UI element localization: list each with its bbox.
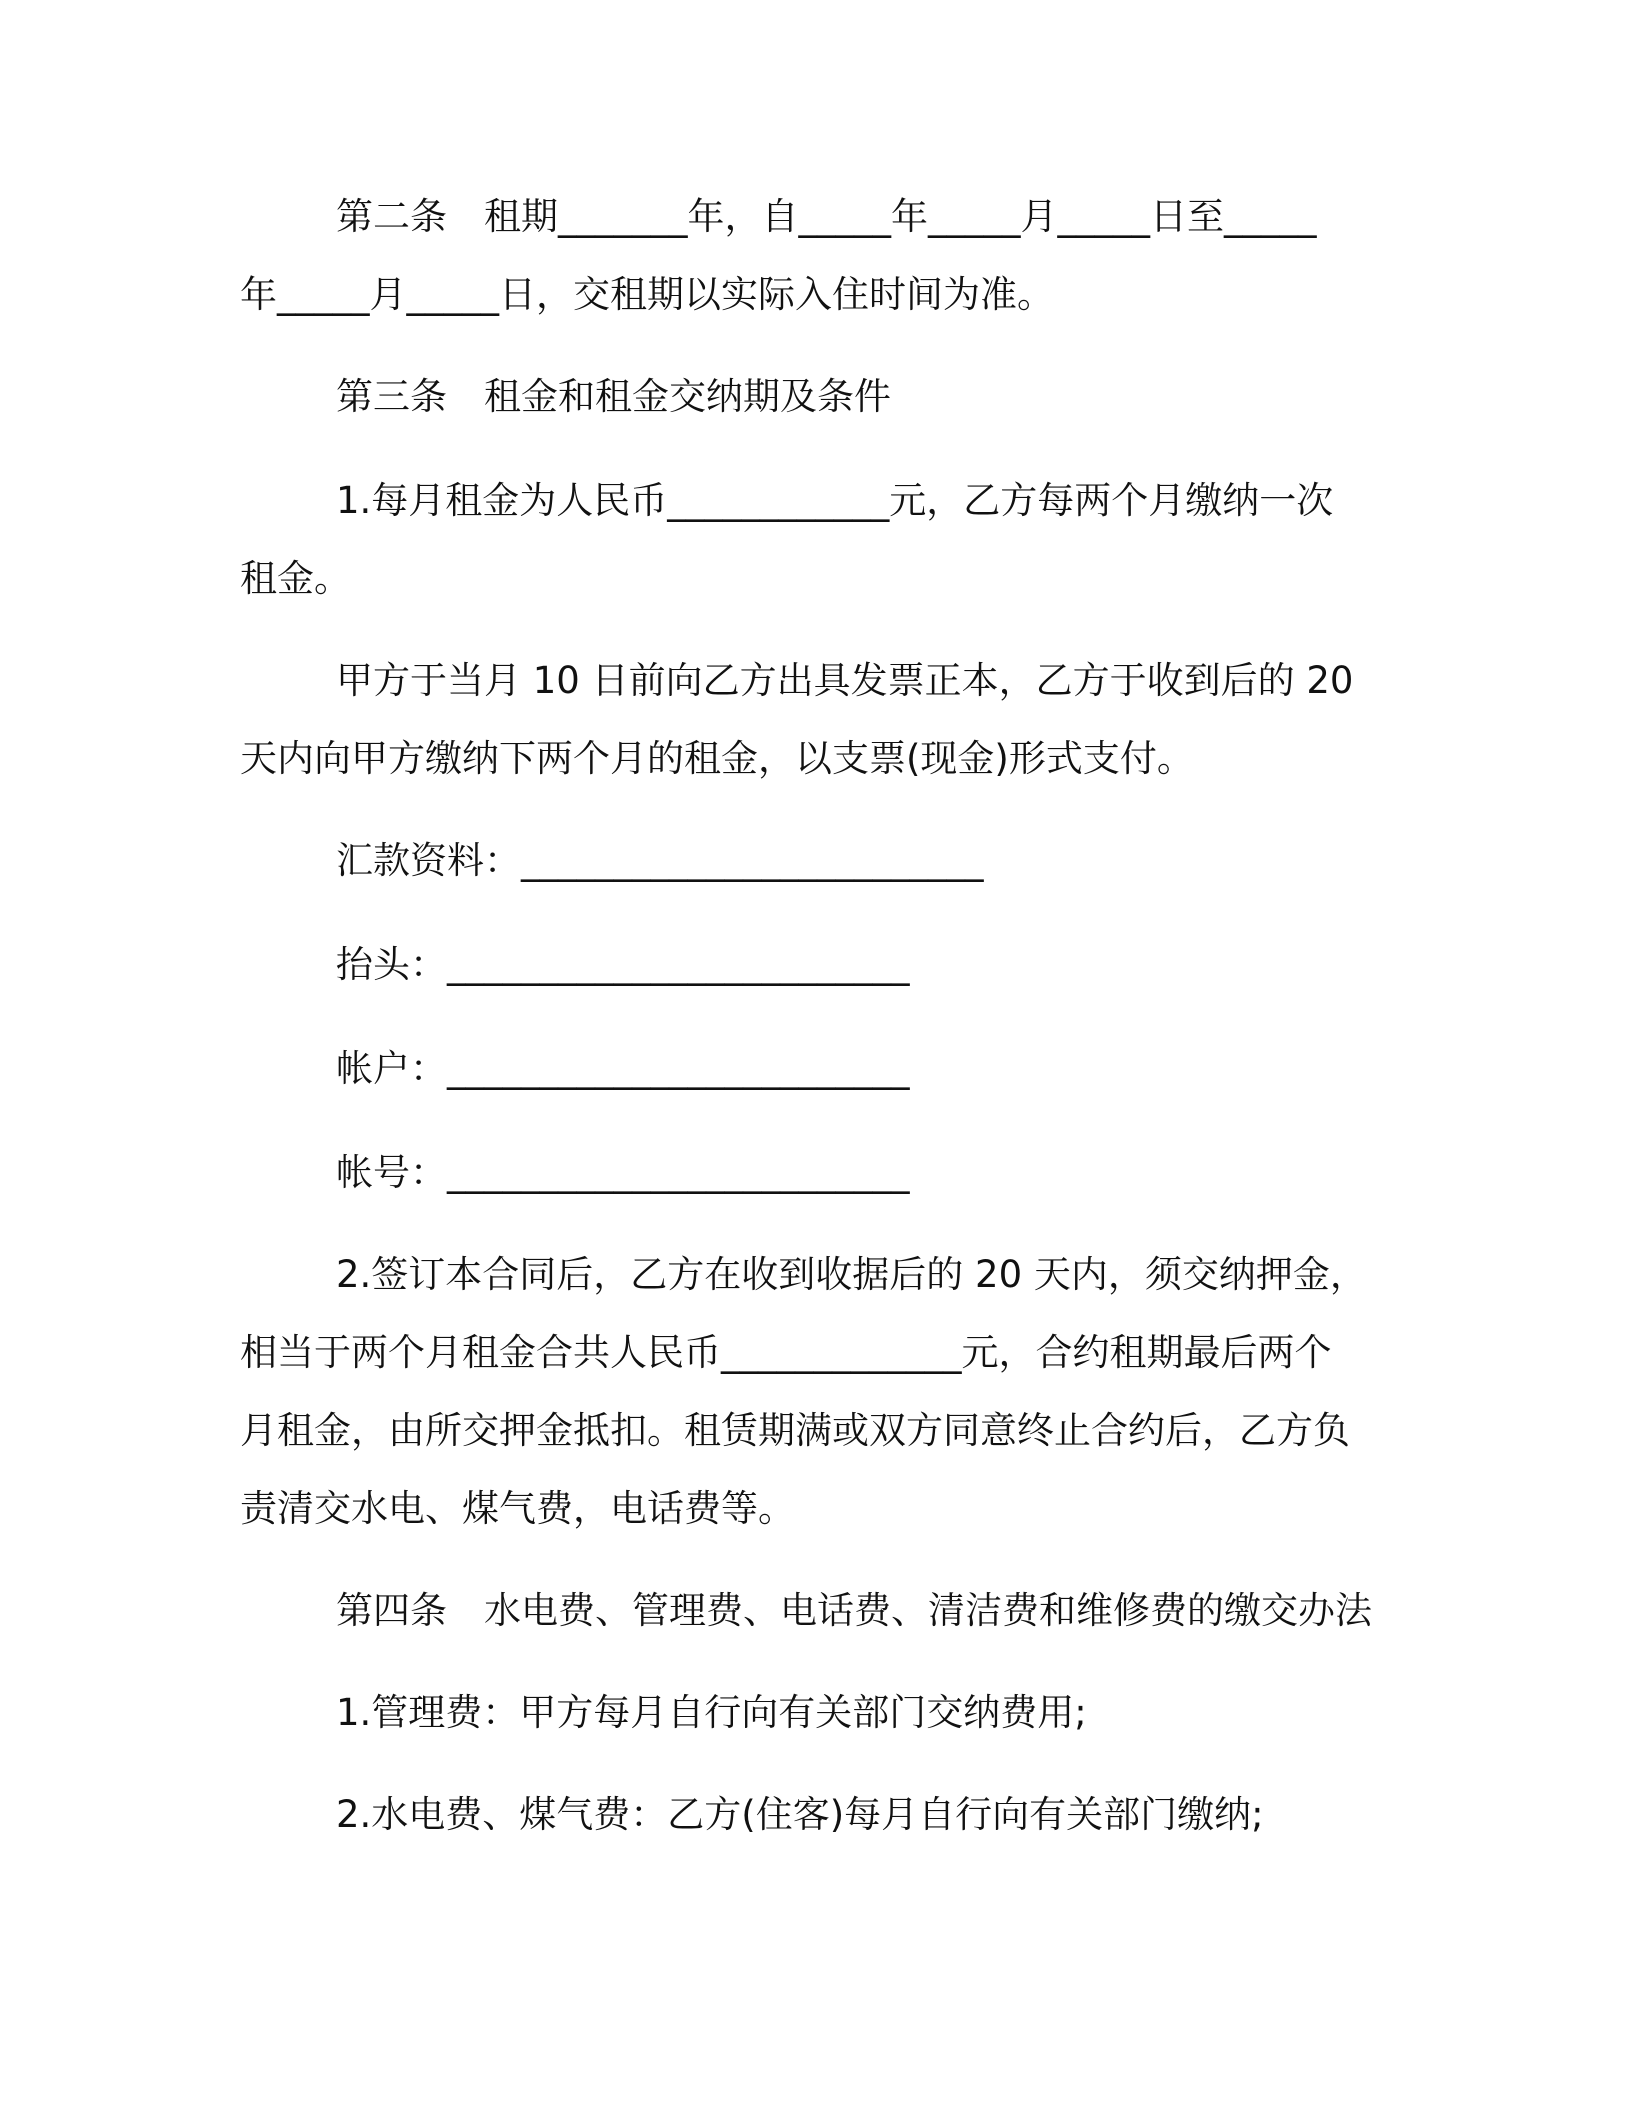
payee-title-field: 抬头：_________________________ [336,943,910,986]
article-2-line-1: 第二条 租期_______年，自_____年_____月_____日至_____ [336,195,1317,238]
deposit-clause-line-4: 责清交水电、煤气费，电话费等。 [240,1487,795,1530]
invoice-paragraph-line-2: 天内向甲方缴纳下两个月的租金，以支票(现金)形式支付。 [240,737,1194,780]
management-fee-clause: 1.管理费：甲方每月自行向有关部门交纳费用; [336,1691,1087,1734]
remittance-info-field: 汇款资料：_________________________ [336,839,984,882]
article-2-line-2: 年_____月_____日，交租期以实际入住时间为准。 [240,273,1054,316]
deposit-clause-line-2: 相当于两个月租金合共人民币_____________元，合约租期最后两个 [240,1331,1332,1374]
deposit-clause-line-1: 2.签订本合同后，乙方在收到收据后的 20 天内，须交纳押金， [336,1253,1367,1296]
deposit-clause-line-3: 月租金，由所交押金抵扣。租赁期满或双方同意终止合约后，乙方负 [240,1409,1350,1452]
rent-clause-line-2: 租金。 [240,557,351,600]
utility-fee-clause: 2.水电费、煤气费：乙方(住客)每月自行向有关部门缴纳; [336,1793,1264,1836]
document-page [240,0,1390,2112]
account-name-field: 帐户：_________________________ [336,1047,910,1090]
article-3-heading: 第三条 租金和租金交纳期及条件 [336,375,891,418]
article-4-heading: 第四条 水电费、管理费、电话费、清洁费和维修费的缴交办法 [336,1589,1372,1632]
rent-clause-line-1: 1.每月租金为人民币____________元，乙方每两个月缴纳一次 [336,479,1334,522]
invoice-paragraph-line-1: 甲方于当月 10 日前向乙方出具发票正本，乙方于收到后的 20 [336,659,1354,702]
account-number-field: 帐号：_________________________ [336,1151,910,1194]
